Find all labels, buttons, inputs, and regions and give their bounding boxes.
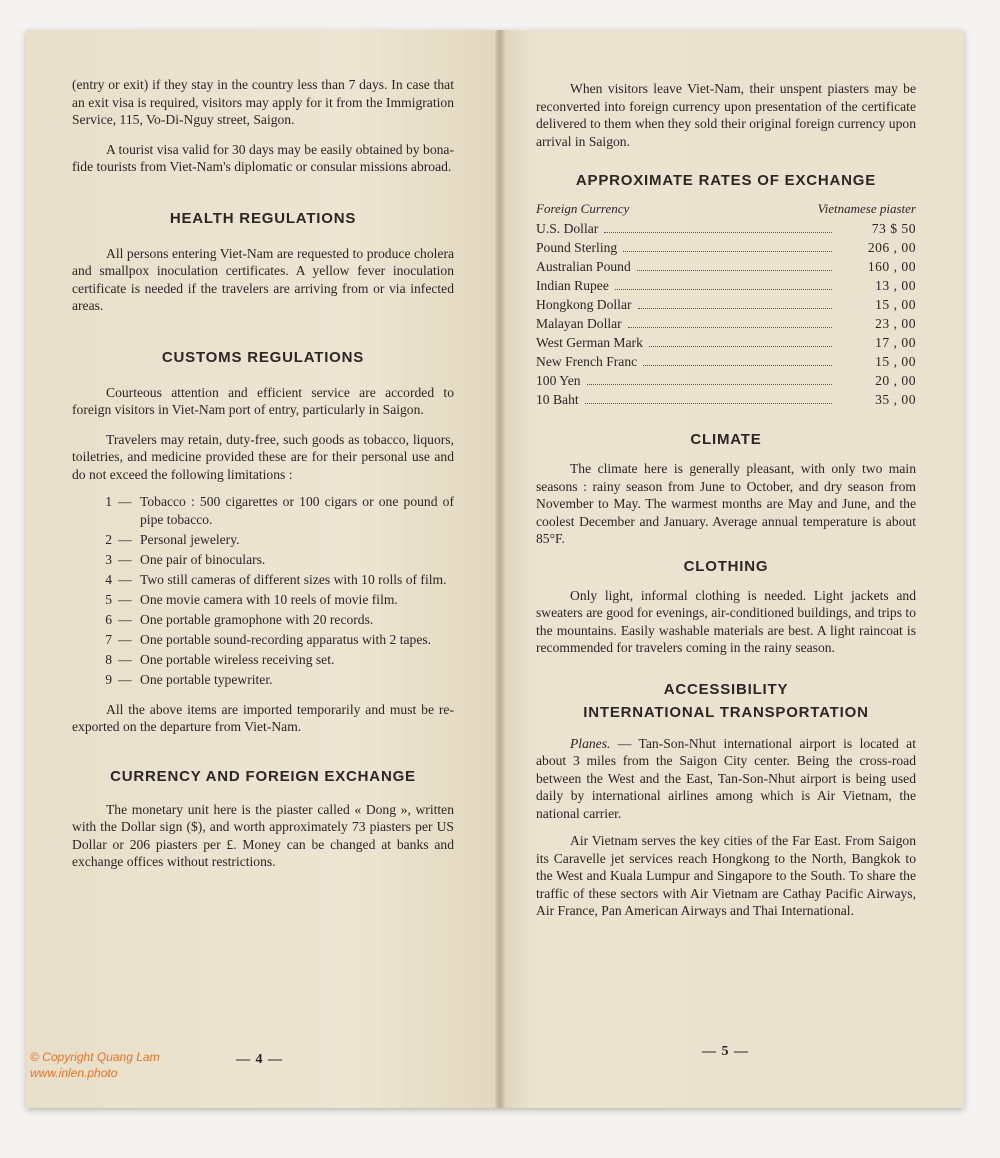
leader-dots [615, 289, 832, 290]
list-item: 8 — One portable wireless receiving set. [105, 651, 335, 667]
copyright-line: © Copyright Quang Lam [30, 1050, 160, 1064]
list-item: 3 — One pair of binoculars. [105, 551, 266, 567]
climate-heading: CLIMATE [690, 431, 762, 448]
page-number-4: — 4 — [236, 1052, 283, 1067]
list-item: 5 — One movie camera with 10 reels of movie film. [105, 591, 398, 607]
list-item: 2 — Personal jewelery. [105, 531, 240, 547]
page-number-5: — 5 — [702, 1044, 749, 1059]
tourist-visa-paragraph: A tourist visa valid for 30 days may be easily obtained by bona-fide tourists from Viet-Nam's diplomatic or consular missions abroad. [72, 141, 454, 174]
customs-regulations-heading: CUSTOMS REGULATIONS [161, 348, 365, 366]
health-regulations-heading: HEALTH REGULATIONS [169, 209, 357, 227]
rates-table [536, 219, 916, 409]
page-4-content [72, 76, 454, 871]
table-row: Malayan Dollar 23 , 00 [536, 316, 916, 331]
visa-exit-paragraph: (entry or exit) if they stay in the country less than 7 days. In case that an exit visa is required, visitors may apply for it from the Immigration Service, 115, Vo-Di-Nguy street, Saigon. [72, 77, 454, 127]
table-row: New French Franc 15 , 00 [536, 354, 916, 369]
customs-reexport-text: All the above items are imported temporarily and must be re-exported on the departure from Viet-Nam. [72, 701, 454, 734]
table-row: 10 Baht 35 , 00 [536, 392, 916, 407]
international-transportation-heading: INTERNATIONAL TRANSPORTATION [583, 703, 869, 721]
leader-dots [637, 270, 832, 271]
currency-exchange-heading: CURRENCY AND FOREIGN EXCHANGE [110, 767, 416, 785]
table-row: Indian Rupee 13 , 00 [536, 278, 916, 293]
health-regulations-text: All persons entering Viet-Nam are requested to produce cholera and smallpox inoculation certificates. A yellow fever inoculation certificate is needed if the travelers are arriving from or via infected areas. [72, 245, 454, 313]
customs-intro-text: Courteous attention and efficient service are accorded to foreign visitors in Viet-Nam port of entry, particularly in Saigon. [72, 384, 454, 417]
climate-text: The climate here is generally pleasant, with only two main seasons : rainy season from June to October, and dry season from November to May. The warmest months are May and June, and the coolest December and January. Average annual temperature is about 85°F. [536, 461, 916, 546]
list-item: 4 — Two still cameras of different sizes with 10 rolls of film. [105, 571, 447, 587]
air-vietnam-paragraph: Air Vietnam serves the key cities of the Far East. From Saigon its Caravelle jet services reach Hongkong to the North, Bangkok to the West and Kuala Lumpur and Singapore to the South. To share the traffic of these sectors with Air Vietnam are Cathay Pacific Airways, Air France, Pan American Airways and Thai International. [536, 833, 916, 918]
customs-dutyfree-text: Travelers may retain, duty-free, such goods as tobacco, liquors, toiletries, and medicine provided these are for their personal use and do not exceed the following limitations : [72, 431, 454, 482]
rates-table-header [536, 201, 916, 217]
planes-label: Planes. [570, 735, 611, 751]
leader-dots [638, 308, 832, 309]
accessibility-heading: ACCESSIBILITY [663, 680, 789, 698]
leader-dots [585, 403, 832, 404]
table-row: Pound Sterling 206 , 00 [536, 240, 916, 255]
clothing-heading: CLOTHING [683, 557, 769, 575]
table-row: West German Mark 17 , 00 [536, 335, 916, 350]
list-item: 7 — One portable sound-recording apparatus with 2 tapes. [105, 631, 432, 647]
table-row: Australian Pound 160 , 00 [536, 259, 916, 274]
leader-dots [643, 365, 832, 366]
page-5 [496, 30, 964, 1108]
copyright-watermark [30, 1049, 160, 1081]
leader-dots [623, 251, 832, 252]
table-row: U.S. Dollar 73 $ 50 [536, 221, 916, 236]
website-line: www.inlen.photo [30, 1066, 118, 1080]
leader-dots [649, 346, 832, 347]
table-row: Hongkong Dollar 15 , 00 [536, 297, 916, 312]
customs-limitations-list [72, 493, 454, 688]
leader-dots [628, 327, 832, 328]
leader-dots [604, 232, 832, 233]
list-item: 6 — One portable gramophone with 20 records. [105, 611, 374, 627]
leader-dots [587, 384, 832, 385]
table-row: 100 Yen 20 , 00 [536, 373, 916, 388]
booklet-spine-fold [494, 30, 506, 1108]
rates-of-exchange-heading: APPROXIMATE RATES OF EXCHANGE [575, 172, 877, 189]
reconversion-paragraph: When visitors leave Viet-Nam, their unspent piasters may be reconverted into foreign currency upon presentation of the certificate delivered to them when they sold their original foreign currency upon arrival in Saigon. [536, 81, 916, 149]
planes-paragraph [536, 735, 916, 823]
page-4 [26, 30, 496, 1108]
planes-text: — Tan-Son-Nhut international airport is located at about 3 miles from the Saigon City center. Being the cross-road between the West and the East, Tan-Son-Nhut airport is being used daily by international airlines among which is Air Vietnam, the national carrier. [536, 735, 916, 821]
list-item: 1 — Tobacco : 500 cigarettes or 100 cigars or one pound of pipe tobacco. [105, 494, 454, 527]
foreign-currency-column-header: Foreign Currency [536, 201, 630, 216]
page-5-content [536, 80, 916, 920]
vietnamese-piaster-column-header: Vietnamese piaster [817, 201, 916, 216]
currency-exchange-text: The monetary unit here is the piaster called « Dong », written with the Dollar sign ($), and worth approximately 73 piasters per US Dollar or 206 piasters per £. Money can be changed at banks and exchange offices without restrictions. [72, 801, 454, 869]
list-item: 9 — One portable typewriter. [105, 671, 273, 687]
clothing-text: Only light, informal clothing is needed. Light jackets and sweaters are good for evenings, air-conditioned buildings, and trips to the mountains. Easily washable materials are best. A light raincoat is recommended for travelers coming in the rainy season. [536, 587, 916, 655]
